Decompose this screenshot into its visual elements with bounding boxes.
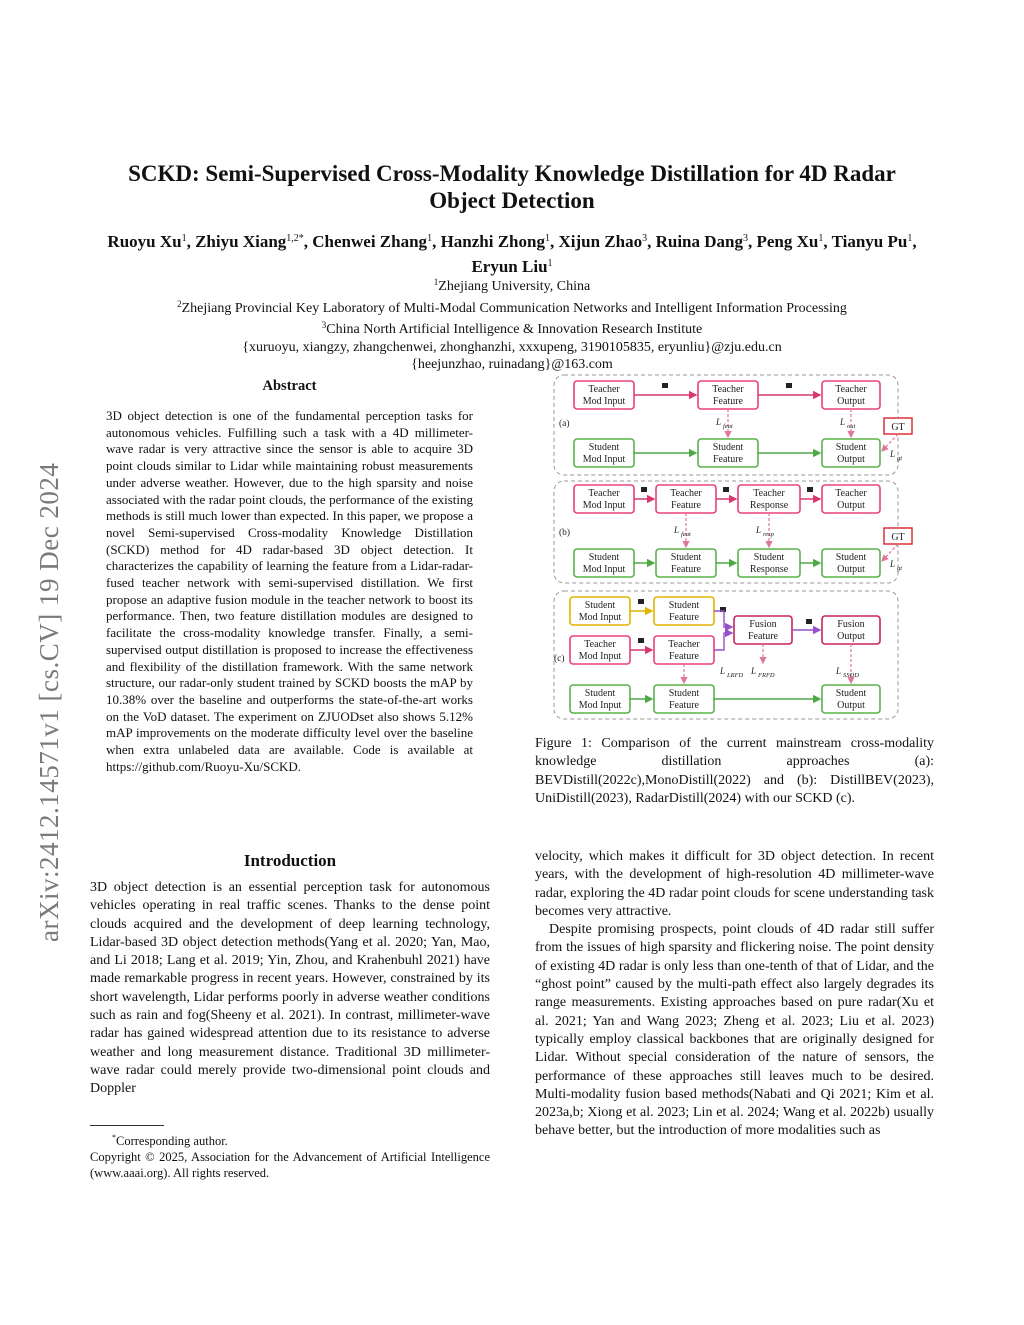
abstract-text: 3D object detection is one of the fundamental perception tasks for autonomous vehicles. Fulfilling such a task with a 4D millimeter-wave radar is very attractive since the sensor is able to acquire 3D point clouds similar to Lidar while maintaining robust measurements under adverse weather. However, due to the high sparsity and noise associated with the radar point clouds, the performance of the existing methods is still much lower than expected. In this paper, we propose a novel Semi-supervised Cross-modality Knowledge Distillation (SCKD) method for 4D radar-based 3D object detection. It characterizes the capability of learning the feature from a Lidar-radar-fused teacher network with semi-supervised distillation. We first propose an adaptive fusion module in the teacher network to boost its performance. Then, two feature distillation modules are designed to facilitate the cross-modality knowledge transfer. Finally, a semi-supervised output distillation is proposed to increase the effectiveness and flexibility of the distillation framework. With the same network structure, our radar-only student trained by SCKD boosts the mAP by 10.38% over the baseline and outperforms the state-of-the-art works on the VoD dataset. The experiment on ZJUODset also shows 5.12% mAP improvements on the moderate difficulty level over the baseline when extra unlabeled data are available. Code is available at https://github.com/Ruoyu-Xu/SCKD. <box>106 408 473 774</box>
affiliation-1: $^1$Zhejiang University, China <box>433 277 591 294</box>
author-name: Chenwei Zhang$^1$ <box>312 232 433 251</box>
svg-text:Teacher: Teacher <box>835 488 867 499</box>
svg-text:Teacher: Teacher <box>584 639 616 650</box>
svg-text:SSOD: SSOD <box>843 672 859 679</box>
svg-text:L: L <box>674 525 680 535</box>
svg-text:LRFD: LRFD <box>727 672 744 679</box>
svg-text:Mod Input: Mod Input <box>578 612 622 623</box>
author-name: Xijun Zhao$^3$ <box>558 232 648 251</box>
copyright-notice: Copyright © 2025, Association for the Advancement of Artificial Intelligence (www.aaai.org). All rights reserved. <box>90 1150 490 1180</box>
lock-icon <box>806 619 812 624</box>
svg-text:GT: GT <box>891 422 905 433</box>
footnote-rule <box>90 1125 164 1126</box>
svg-text:Mod Input: Mod Input <box>578 651 622 662</box>
svg-text:Feature: Feature <box>713 454 743 465</box>
author-name: Eryun Liu$^1$ <box>471 257 553 276</box>
svg-text:Student: Student <box>584 600 616 611</box>
svg-text:L: L <box>756 525 762 535</box>
figure-1-diagram <box>550 371 920 723</box>
svg-text:Feature: Feature <box>671 564 701 575</box>
introduction-heading: Introduction <box>243 851 337 870</box>
svg-text:L: L <box>890 449 896 459</box>
author-list: Ruoyu Xu$^1$, Zhiyu Xiang$^{1,2*}$, Chenwei Zhang$^1$, Hanzhi Zhong$^1$, Xijun Zhao$^3$, Ruina Dang$^3$, Peng Xu$^1$, Tianyu Pu$^1$, Eryun Liu$^1$ <box>107 232 917 276</box>
svg-text:Student: Student <box>670 552 702 563</box>
email-line-2: {heejunzhao, ruinadang}@163.com <box>411 357 613 372</box>
svg-text:GT: GT <box>891 532 905 543</box>
svg-text:FRFD: FRFD <box>758 672 775 679</box>
figure-1-svg <box>550 371 920 723</box>
svg-text:feat: feat <box>681 531 691 538</box>
svg-text:Teacher: Teacher <box>670 488 702 499</box>
panel-c-label: (c) <box>554 654 565 664</box>
svg-text:Teacher: Teacher <box>753 488 785 499</box>
author-name: Hanzhi Zhong$^1$ <box>440 232 550 251</box>
affiliation-3: $^3$China North Artificial Intelligence & Innovation Research Institute <box>321 320 703 337</box>
author-name: Tianyu Pu$^1$ <box>831 232 913 251</box>
svg-text:L: L <box>836 666 842 676</box>
svg-text:feat: feat <box>723 423 733 430</box>
svg-text:L: L <box>751 666 757 676</box>
svg-text:Student: Student <box>588 442 620 453</box>
svg-text:Teacher: Teacher <box>668 639 700 650</box>
lock-icon <box>638 599 644 604</box>
panel-b-label: (b) <box>559 528 571 538</box>
svg-text:Output: Output <box>837 700 865 711</box>
figure-1-caption: Figure 1: Comparison of the current mainstream cross-modality knowledge distillation approaches (a): BEVDistill(2022c),MonoDistill(2022) and (b): DistillBEV(2023), UniDistill(2023), RadarDistill(2024) with our SCKD (c). <box>535 736 934 806</box>
author-name: Ruina Dang$^3$ <box>655 232 748 251</box>
svg-text:Response: Response <box>749 500 789 511</box>
arxiv-identifier: arXiv:2412.14571v1 [cs.CV] 19 Dec 2024 <box>34 462 64 942</box>
svg-text:Teacher: Teacher <box>712 384 744 395</box>
author-name: Ruoyu Xu$^1$ <box>107 232 187 251</box>
svg-text:Feature: Feature <box>671 500 701 511</box>
svg-text:Output: Output <box>837 564 865 575</box>
paper-title: SCKD: Semi-Supervised Cross-Modality Knowledge Distillation for 4D Radar Object Detection <box>128 161 896 213</box>
svg-text:L: L <box>890 559 896 569</box>
intro-paragraph-2: Despite promising prospects, point clouds of 4D radar still suffer from the issues of high sparsity and flickering noise. The point density of existing 4D radar is only less than one-tenth of that of Lidar, and the “ghost point” caused by the multi-path effect also largely degrades its range measurements. Existing approaches based on pure radar(Xu et al. 2021; Yan and Wang 2023; Zheng et al. 2023; Liu et al. 2023) typically employ classical backbones that are originally designed for Lidar. Without special consideration of the nature of sensors, the performance of these approaches still leaves much to be desired. Multi-modality fusion based methods(Nabati and Qi 2021; Kim et al. 2023a,b; Xiong et al. 2023; Lin et al. 2024; Wang et al. 2022b) usually behave better, but the introduction of more modalities such as <box>535 922 934 1139</box>
svg-text:Student: Student <box>835 552 867 563</box>
panel-a-label: (a) <box>559 419 570 429</box>
svg-text:Mod Input: Mod Input <box>578 700 622 711</box>
svg-text:L: L <box>840 417 846 427</box>
svg-text:Mod Input: Mod Input <box>582 454 626 465</box>
author-name: Zhiyu Xiang$^{1,2*}$ <box>195 232 304 251</box>
lock-icon <box>638 638 644 643</box>
affiliation-2: $^2$Zhejiang Provincial Key Laboratory of Multi-Modal Communication Networks and Intelligent Information Processing <box>177 298 847 316</box>
svg-text:Student: Student <box>668 688 700 699</box>
svg-text:Mod Input: Mod Input <box>582 500 626 511</box>
svg-text:Feature: Feature <box>669 651 699 662</box>
lock-icon <box>662 383 668 388</box>
svg-text:resp: resp <box>763 531 774 538</box>
svg-text:Student: Student <box>712 442 744 453</box>
introduction-left-column: 3D object detection is an essential perception task for autonomous vehicles operating in real traffic scenes. Thanks to the dense point clouds acquired and the development of deep learning technology, Lidar-based 3D object detection methods(Yang et al. 2020; Yan, Mao, and Li 2018; Lang et al. 2019; Yin, Zhou, and Krahenbuhl 2021) have made remarkable progress in recent years. However, constrained by its short wavelength, Lidar performs poorly in adverse weather conditions such as rain and fog(Sheeny et al. 2021). In contrast, millimeter-wave radar has gained widespread attention due to its resistance to adverse weather and long measurement distance. Traditional 3D millimeter-wave radar could merely provide two-dimensional point clouds and Doppler <box>90 880 490 1097</box>
abstract-heading: Abstract <box>262 378 317 394</box>
introduction-right-column <box>535 848 934 1141</box>
svg-text:Feature: Feature <box>669 700 699 711</box>
footnote <box>90 1130 490 1181</box>
svg-text:Output: Output <box>837 631 865 642</box>
svg-text:Feature: Feature <box>669 612 699 623</box>
svg-text:Teacher: Teacher <box>588 488 620 499</box>
lock-icon <box>807 487 813 492</box>
svg-text:Fusion: Fusion <box>837 619 865 630</box>
author-name: Peng Xu$^1$ <box>756 232 824 251</box>
svg-text:Output: Output <box>837 500 865 511</box>
svg-text:Fusion: Fusion <box>749 619 777 630</box>
svg-text:gt: gt <box>897 455 903 462</box>
svg-text:L: L <box>720 666 726 676</box>
svg-text:Student: Student <box>668 600 700 611</box>
svg-text:Mod Input: Mod Input <box>582 396 626 407</box>
svg-text:L: L <box>716 417 722 427</box>
lock-icon <box>723 487 729 492</box>
svg-text:gt: gt <box>897 565 903 572</box>
svg-text:Student: Student <box>835 442 867 453</box>
lock-icon <box>786 383 792 388</box>
svg-text:Mod Input: Mod Input <box>582 564 626 575</box>
svg-text:Feature: Feature <box>713 396 743 407</box>
svg-text:Teacher: Teacher <box>835 384 867 395</box>
svg-text:Feature: Feature <box>748 631 778 642</box>
svg-text:Student: Student <box>835 688 867 699</box>
svg-text:Response: Response <box>749 564 789 575</box>
svg-text:Output: Output <box>837 454 865 465</box>
svg-text:Student: Student <box>753 552 785 563</box>
svg-text:Teacher: Teacher <box>588 384 620 395</box>
svg-text:out: out <box>847 423 856 430</box>
email-line-1: {xuruoyu, xiangzy, zhangchenwei, zhonghanzhi, xxxupeng, 3190105835, eryunliu}@zju.edu.cn <box>242 339 782 355</box>
svg-text:Output: Output <box>837 396 865 407</box>
svg-text:Student: Student <box>588 552 620 563</box>
svg-text:Student: Student <box>584 688 616 699</box>
affiliations <box>100 274 924 374</box>
lock-icon <box>641 487 647 492</box>
intro-paragraph-continued: velocity, which makes it difficult for 3D object detection. In recent years, with the development of high-resolution 4D millimeter-wave radar, exploring the 4D radar point clouds for scene understanding task becomes very attractive. <box>535 849 934 919</box>
corresponding-author-note: *Corresponding author. <box>112 1133 228 1148</box>
